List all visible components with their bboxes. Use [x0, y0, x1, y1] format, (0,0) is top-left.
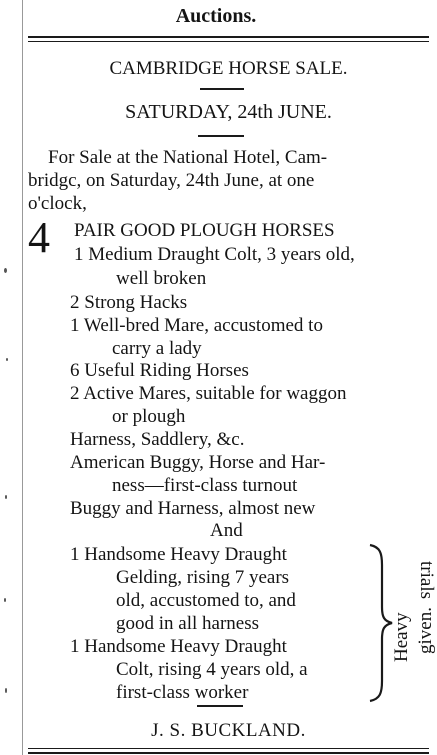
lot-line: old, accustomed to, and: [116, 590, 296, 611]
lot-line: 6 Useful Riding Horses: [70, 360, 249, 381]
footer-rule-thick: [28, 752, 429, 754]
drop-cap: 4: [28, 213, 50, 262]
lot-line: good in all harness: [116, 613, 260, 634]
intro-line: bridgc, on Saturday, 24th June, at one: [28, 170, 315, 191]
header-rule-thick: [28, 36, 429, 38]
lot-line: 1 Handsome Heavy Draught: [70, 544, 287, 565]
lot-line: 1 Handsome Heavy Draught: [70, 636, 287, 657]
margin-speck: [4, 598, 6, 602]
header-rule-thin: [28, 41, 429, 42]
lot-line: first-class worker: [116, 682, 249, 703]
margin-speck: [5, 495, 7, 499]
column-separator: [22, 0, 23, 755]
lot-line: or plough: [112, 406, 186, 427]
margin-speck: [4, 268, 7, 273]
lot-line: 1 Well-bred Mare, accustomed to: [70, 315, 323, 336]
signature: J. S. BUCKLAND.: [151, 720, 306, 741]
lot-line: Harness, Saddlery, &c.: [70, 429, 245, 450]
side-note-word: trials: [416, 561, 437, 599]
signature-divider: [197, 705, 243, 707]
lot-line: And: [210, 520, 243, 541]
lot-line: well broken: [116, 268, 207, 289]
lot-line: Gelding, rising 7 years: [116, 567, 290, 588]
footer-rule-thin: [28, 748, 429, 749]
notice-title: CAMBRIDGE HORSE SALE.: [109, 58, 348, 79]
lot-line: American Buggy, Horse and Har-: [70, 452, 326, 473]
margin-speck: [6, 358, 8, 361]
intro-line: o'clock,: [28, 193, 87, 214]
title-divider: [200, 88, 244, 90]
lot-line: PAIR GOOD PLOUGH HORSES: [74, 220, 335, 241]
date-divider: [198, 135, 244, 137]
lot-line: 1 Medium Draught Colt, 3 years old,: [74, 244, 355, 265]
intro-line: For Sale at the National Hotel, Cam-: [48, 147, 328, 168]
margin-speck: [5, 688, 7, 693]
side-note-word: given.: [415, 607, 436, 654]
section-title: Auctions.: [175, 5, 257, 27]
lot-line: carry a lady: [112, 338, 202, 359]
date-heading: SATURDAY, 24th JUNE.: [125, 101, 332, 123]
lot-line: 2 Strong Hacks: [70, 292, 188, 313]
lot-line: 2 Active Mares, suitable for waggon: [70, 383, 347, 404]
side-note-word: Heavy: [391, 612, 412, 662]
lot-line: Buggy and Harness, almost new: [70, 498, 316, 519]
lot-line: ness—first-class turnout: [112, 475, 298, 496]
lot-line: Colt, rising 4 years old, a: [116, 659, 308, 680]
